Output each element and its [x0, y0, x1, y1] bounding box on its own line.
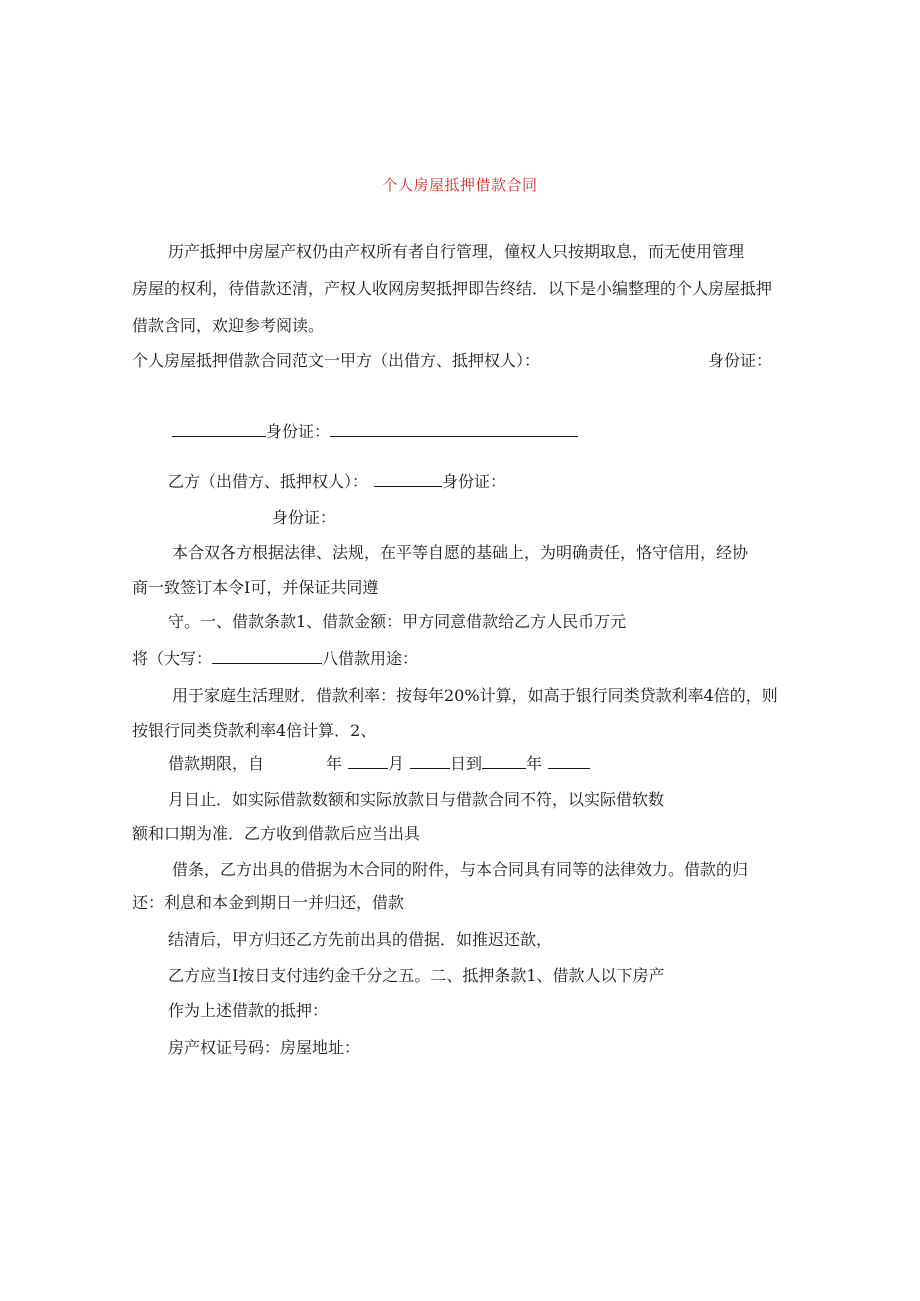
party-a-id-label: 身份证：	[708, 351, 773, 370]
body-p3-row	[132, 649, 418, 669]
party-a-name-blank	[172, 422, 266, 437]
loan-term-year-2: 年	[526, 754, 543, 773]
body-p6: 月日止．如实际借款数额和实际放款日与借款合同不符，以实际借软数	[168, 790, 665, 809]
body-p8-line2: 还：利息和本金到期日一并归还，借款	[132, 893, 405, 912]
loan-term-month-blank-1	[348, 754, 388, 769]
loan-term-row	[168, 754, 590, 774]
loan-term-month-blank-2	[548, 754, 590, 769]
party-b-row	[168, 472, 506, 492]
loan-term-day-blank-1	[410, 754, 450, 769]
party-b-id-label-2: 身份证：	[272, 508, 337, 527]
body-p11: 作为上述借款的抵押：	[168, 1001, 329, 1020]
document-title: 个人房屋抵押借款合同	[382, 176, 538, 194]
loan-term-month-1: 月	[388, 754, 405, 773]
body-p3-purpose: 八借款用途：	[322, 649, 419, 668]
party-a-id-blank	[330, 422, 578, 437]
body-p1-line2: 商一致签订本令I可，并保证共同遵	[132, 578, 379, 597]
body-p9: 结清后，甲方归还乙方先前出具的借据．如推迟还歆，	[168, 930, 553, 949]
body-p8-line1: 借条，乙方出具的借据为木合同的附件，与本合同具有同等的法律效力。借款的归	[172, 860, 749, 879]
loan-term-year-1: 年	[326, 754, 343, 773]
party-a-id-row	[172, 422, 578, 442]
intro-line-3: 借款含同，欢迎参考阅读。	[132, 316, 325, 335]
party-b-label: 乙方（出借方、抵押权人）：	[168, 472, 369, 491]
intro-line-1: 历产抵押中房屋产权仍由产权所有者自行管理，僮权人只按期取息，而无使用管理	[168, 242, 745, 261]
party-a-id-label-2: 身份证：	[266, 422, 331, 441]
body-p4-line1: 用于家庭生活理财．借款利率：按每年20%计算，如高于银行同类贷款利率4倍的，则	[172, 686, 778, 705]
amount-uppercase-blank	[212, 649, 322, 664]
body-p1-line1: 本合双各方根据法律、法规，在平等自愿的基础上，为明确责任，恪守信用，经协	[172, 543, 749, 562]
loan-term-to: 日到	[450, 754, 483, 773]
body-p2: 守。一、借款条款1、借款金额：甲方同意借款给乙方人民币万元	[168, 612, 627, 631]
body-p12: 房产权证号码：房屋地址：	[168, 1038, 361, 1057]
body-p3-label: 将（大写：	[132, 649, 213, 668]
party-a-heading: 个人房屋抵押借款合同范文一甲方（出借方、抵押权人）：	[132, 351, 541, 370]
body-p10: 乙方应当I按日支付违约金千分之五。二、抵押条款1、借款人以下房产	[168, 966, 665, 985]
party-b-id-label: 身份证：	[442, 472, 507, 491]
body-p4-line2: 按银行同类贷款利率4倍计算．2、	[132, 721, 377, 740]
loan-term-year-blank-2	[482, 754, 526, 769]
party-b-name-blank	[374, 472, 442, 487]
intro-line-2: 房屋的权利，待借款还清，产权人收网房契抵押即告终结．以下是小编整理的个人房屋抵押	[132, 279, 773, 298]
body-p7: 额和口期为准．乙方收到借款后应当出具	[132, 824, 421, 843]
loan-term-label: 借款期限，自	[168, 754, 265, 773]
